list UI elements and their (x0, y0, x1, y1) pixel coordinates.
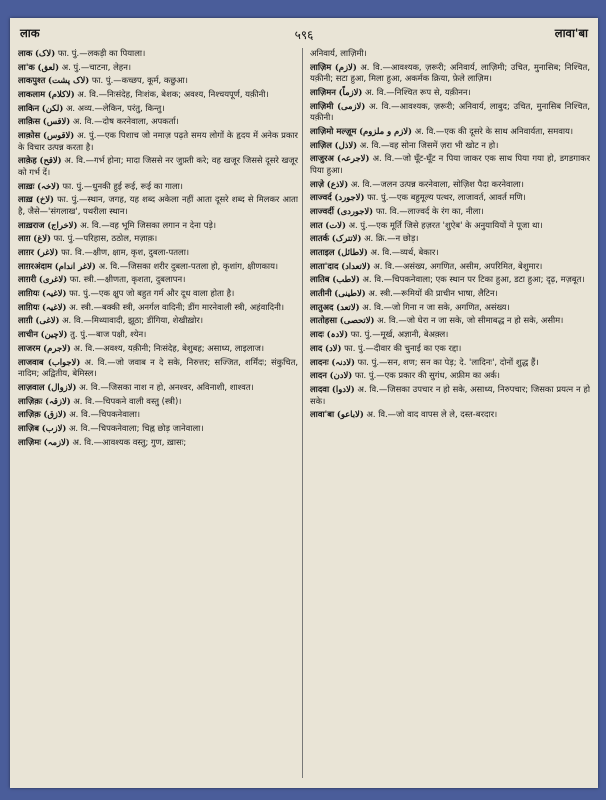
entry-urdu-spelling: (لعق) (37, 61, 60, 72)
entry-definition: अ. वि.—दोष करनेवाला, अपकर्ता। (72, 116, 179, 127)
dictionary-entry (310, 288, 590, 300)
entry-definition: अ. वि.—असंख्य, अगणित, असीम, अपरिमित, बेशुमार। (373, 260, 543, 271)
entry-urdu-spelling: (لاغیہ) (41, 288, 67, 299)
entry-definition: अ. वि.—आवश्यक, ज़रूरी; अनिवार्य, लाज़िमी; उचित, मुनासिब; निश्चित, यक़ीनी; सटा हुआ, मिला हुआ, अकर्मक क्रिया, फ़ेले लाज़िम। (310, 61, 590, 84)
entry-urdu-spelling: (لاغری) (38, 274, 68, 285)
entry-urdu-spelling: (لاتعداد) (341, 260, 371, 271)
page-number: ५९६ (294, 28, 314, 42)
header-left-guideword: लाक (20, 26, 40, 40)
entry-headword: लाज़िब (18, 422, 40, 433)
entry-definition: फा. पुं.—एक क्षुप जो बहुत गर्म और दूध वाला होता है। (69, 288, 235, 299)
dictionary-entry (310, 206, 590, 218)
entry-urdu-spelling: (لاد) (324, 342, 342, 353)
dictionary-entry (310, 302, 590, 314)
dictionary-entry (310, 101, 590, 124)
entry-definition: अ. अव्य.—लेकिन, परंतु, किन्तु। (65, 102, 165, 113)
dictionary-entry (18, 437, 298, 449)
entry-headword: लावा'बा (310, 409, 335, 420)
entry-headword: लाग़ियः (18, 301, 40, 312)
entry-definition: अ. वि.—जो वाद वापस ले ले, दस्त-बरदार। (366, 409, 498, 420)
entry-urdu-spelling: (لاکلام) (47, 89, 75, 100)
entry-headword: लात (310, 219, 323, 230)
entry-definition: अ. वि.—निश्चित रूप से, यक़ीनन। (365, 86, 471, 97)
entry-urdu-spelling: (لات) (325, 219, 346, 230)
dictionary-entry (18, 274, 298, 286)
entry-urdu-spelling: (لاجرعہ) (337, 153, 370, 164)
header-right-guideword: लावा'बा (554, 26, 588, 40)
dictionary-entry (310, 315, 590, 327)
entry-urdu-spelling: (لاجرم) (43, 342, 71, 353)
dictionary-entry (18, 155, 298, 178)
entry-urdu-spelling: (لاک) (34, 48, 56, 58)
entry-urdu-spelling: (لازمی) (337, 100, 366, 111)
dictionary-entry (310, 220, 590, 232)
dictionary-entry (18, 48, 298, 60)
dictionary-entry (310, 247, 590, 259)
entry-headword: लाख़ः (18, 180, 35, 191)
entry-headword: लाकलाम (18, 89, 46, 100)
entry-definition: फा. पुं.—कच्छप, कूर्म, कछुआ। (91, 75, 188, 86)
dictionary-entry (310, 126, 590, 138)
entry-urdu-spelling: (لاباعو) (336, 409, 364, 420)
entry-definition: फा. पुं.—एक प्रकार की सुगंध, अफ़ीम का अर्क। (354, 370, 500, 381)
entry-urdu-spelling: (لاغر اندام) (54, 260, 96, 271)
dictionary-entry (310, 87, 590, 99)
entry-headword: लाक़िस (18, 116, 41, 127)
entry-headword: लाग़र (18, 247, 34, 258)
entry-urdu-spelling: (لاجواب) (47, 356, 81, 367)
dictionary-entry (18, 261, 298, 273)
column-divider (302, 48, 303, 778)
entry-headword: लाजरम (18, 342, 41, 353)
entry-urdu-spelling: (لاغیہ) (41, 301, 67, 312)
dictionary-entry (310, 140, 590, 152)
entry-definition: अ. वि.—जो गिना न जा सके, अगणित, असंख्य। (362, 301, 510, 312)
dictionary-entry (18, 357, 298, 380)
dictionary-entry (310, 153, 590, 176)
entry-definition: अ. वि.—जिसका उपचार न हो सके, असाध्य, निरुपचार; जिसका प्रयत्न न हो सके। (310, 383, 590, 406)
entry-headword: लाग़रअंदाम (18, 260, 53, 271)
entry-headword: लाख़राज (18, 219, 45, 230)
entry-urdu-spelling: (لاک پشت) (48, 75, 90, 86)
entry-urdu-spelling: (لکن) (41, 102, 64, 113)
entry-definition: अ. वि.—व्यर्थ, बेकार। (370, 247, 439, 258)
entry-urdu-spelling: (لاجوردی) (336, 205, 374, 216)
dictionary-entry (18, 89, 298, 101)
entry-urdu-spelling: (لازب) (41, 422, 67, 433)
entry-headword: ला'क (18, 61, 35, 72)
entry-headword: लाकिन (18, 102, 40, 113)
entry-urdu-spelling: (لاخ) (35, 194, 54, 205)
entry-headword: लाज़िमो मल्ज़ूम (310, 125, 357, 136)
entry-headword: लाता'दाद (310, 260, 339, 271)
entry-definition: अ. वि.—आवश्यक वस्तु; गुण, ख़ासः; (72, 436, 187, 447)
dictionary-entry (18, 116, 298, 128)
entry-headword: लाजुरअ (310, 153, 334, 164)
entry-headword: लाजवाब (18, 356, 44, 367)
entry-headword: लाग़ी (18, 315, 33, 326)
entry-definition: फा. पुं.—लकड़ी का पियाला। (57, 48, 146, 58)
left-column (18, 48, 298, 780)
dictionary-entry (18, 343, 298, 355)
entry-urdu-spelling: (لاطینی) (334, 288, 366, 299)
entry-urdu-spelling: (لازق) (43, 409, 67, 420)
entry-definition: अ. वि.—चिपकनेवाला; एक स्थान पर टिका हुआ, डटा हुआ; दृढ़, मज़बूत। (362, 274, 585, 285)
entry-headword: लाज़िम (310, 61, 332, 72)
entry-definition: अ. पुं.—चाटना, लेहन। (61, 61, 132, 72)
entry-headword: लाग़री (18, 274, 37, 285)
entry-urdu-spelling: (لاطائل) (337, 247, 368, 258)
entry-definition: फा. पुं.—मूर्ख, अज्ञानी, बेअक़्ल। (350, 329, 449, 340)
dictionary-entry (18, 396, 298, 408)
dictionary-entry (18, 382, 298, 394)
entry-definition: अ. वि.—वह सोना जिसमें ज़रा भी खोट न हो। (359, 139, 499, 150)
entry-definition: फा. पुं.—दीवार की चुनाई का एक रद्दा। (344, 342, 462, 353)
entry-urdu-spelling: (لازماً) (338, 86, 363, 97)
dictionary-entry (18, 181, 298, 193)
dictionary-entry (310, 261, 590, 273)
entry-headword: लाज़िमः (18, 436, 41, 447)
entry-urdu-spelling: (لاجورد) (334, 192, 365, 203)
dictionary-entry (310, 48, 590, 60)
entry-definition: अ. वि.—जिसका नाश न हो, अनश्वर, अविनाशी, शाश्वत। (79, 381, 254, 392)
dictionary-entry (310, 233, 590, 245)
entry-definition: फा. पुं.—एक बहुमूल्य पत्थर, लाजावर्त, आवर्त मणि। (367, 192, 526, 203)
dictionary-entry (18, 194, 298, 217)
entry-headword: लाज़िक़ (18, 409, 41, 420)
entry-definition: फा. स्त्री.—क्षीणता, कृशता, दुबलापन। (69, 274, 186, 285)
entry-definition: अ. वि.—निःसंदेह, निःशंक, बेशक; अवश्य, निश्चयपूर्ण, यक़ीनी। (77, 89, 269, 100)
entry-headword: लाज़े (310, 178, 325, 189)
entry-headword: लातिब (310, 274, 330, 285)
entry-headword: लाताइल (310, 247, 335, 258)
dictionary-entry (18, 75, 298, 87)
entry-definition: अ. वि.—चिपकनेवाला; चिह्न छोड़ जानेवाला। (69, 422, 204, 433)
entry-definition: अ. वि.—जो जवाब न दे सके, निरुत्तर; सज्जित, शर्मिंदः; संकुचित, नादिम; अद्वितीय, बेमिस्ल। (18, 356, 298, 379)
dictionary-entry (18, 103, 298, 115)
entry-headword: लादः (310, 329, 324, 340)
entry-headword: लादन (310, 370, 327, 381)
entry-headword: लाग़ (18, 233, 31, 244)
dictionary-entry (18, 62, 298, 74)
dictionary-entry (18, 288, 298, 300)
entry-definition: अ. स्त्री.—बक्की स्त्री, अनर्गल वादिनी; डींग मारनेवाली स्त्री, अहंवादिनी। (69, 301, 285, 312)
entry-headword: लाद (310, 342, 323, 353)
dictionary-entry (18, 130, 298, 153)
entry-urdu-spelling: (لادہ) (326, 329, 349, 340)
entry-headword: लाक़ेह (18, 155, 37, 166)
dictionary-entry (310, 329, 590, 341)
entry-headword: लाक़ोस (18, 130, 41, 141)
dictionary-entry (310, 274, 590, 286)
entry-definition: अ. वि.—जो घूँट-घूँट न पिया जाकर एक साथ पिया गया हो, डगडगाकर पिया हुआ। (310, 153, 590, 175)
right-column (310, 48, 590, 780)
entry-definition: फा. वि.—क्षीण, क्षाम, कृश, दुबला-पतला। (61, 247, 190, 258)
entry-definition: अ. वि.—चिपकनेवाला। (69, 409, 141, 420)
entry-headword: लाक (18, 48, 33, 58)
entry-headword: लादवा (310, 383, 330, 394)
entry-definition: अ. वि.—आवश्यक, ज़रूरी; अनिवार्य, लाबुद; उचित, मुनासिब निश्चित, यक़ीनी। (310, 100, 590, 123)
entry-definition: अ. वि.—जलन उत्पन्न करनेवाला, सोज़िश पैदा करनेवाला। (350, 178, 524, 189)
entry-urdu-spelling: (لاخراج) (47, 219, 78, 230)
dictionary-entry (310, 384, 590, 407)
entry-headword: लाज़िमी (310, 100, 334, 111)
entry-definition: फा. पुं.—सन, शण; सन का पेड़; दे. 'लादिनः', दोनों शुद्ध हैं। (357, 356, 539, 367)
entry-urdu-spelling: (لادوا) (331, 383, 355, 394)
entry-urdu-spelling: (لاقس) (42, 116, 71, 127)
dictionary-entry (310, 192, 590, 204)
entry-headword: लाज़िमन (310, 86, 336, 97)
entry-headword: लाज़िल (310, 139, 332, 150)
entry-headword: लाकपुश्त (18, 75, 46, 86)
dictionary-entry (18, 315, 298, 327)
dictionary-entry (18, 409, 298, 421)
entry-definition: फा. पुं.—स्थान, जगह, यह शब्द अकेला नहीं आता दूसरे शब्द से मिलकर आता है, जैसे—'संगलाख', पथरीला स्थान। (18, 194, 298, 216)
entry-definition: अ. वि.—गर्भ होना; मादा जिससे नर जुफ़्ती करे; वह खजूर जिससे दूसरे खजूर को गर्भ दें। (18, 155, 298, 177)
entry-urdu-spelling: (لاچین) (40, 329, 68, 340)
entry-urdu-spelling: (لادن) (329, 370, 353, 381)
dictionary-entry (310, 370, 590, 382)
entry-definition: फा. पुं.—परिहास, ठठोल, मज़ाक़। (53, 233, 158, 244)
dictionary-page (10, 18, 598, 788)
entry-urdu-spelling: (لاذع) (326, 178, 349, 189)
entry-definition: अ. वि.—जो घेरा न जा सके, जो सीमाबद्ध न हो सके, असीम। (377, 315, 564, 326)
entry-urdu-spelling: (لاطب) (332, 274, 360, 285)
entry-headword: लाचीन (18, 329, 38, 340)
entry-urdu-spelling: (لازم) (334, 61, 357, 72)
entry-headword: लाज्वर्द (310, 192, 332, 203)
page-header (20, 26, 588, 46)
entry-urdu-spelling: (لازمہ) (43, 436, 70, 447)
dictionary-entry (18, 233, 298, 245)
entry-definition: तु. पुं.—बाज पक्षी, श्येन। (70, 329, 147, 340)
entry-urdu-spelling: (لاقح) (39, 155, 62, 166)
entry-headword: लाज्वर्दी (310, 205, 334, 216)
entry-definition: अ. वि.—मिथ्यावादी, झूठा; डींगिया, शेखीख़ोर। (62, 315, 204, 326)
entry-definition: अ. वि.—एक की दूसरे के साथ अनिवार्यता, समवाय। (414, 125, 574, 136)
entry-urdu-spelling: (لازوال) (47, 381, 77, 392)
entry-headword: लाग़ियः (18, 288, 40, 299)
entry-definition: फा. पुं.—धुनकी हुई रूई, रूई का गाला। (62, 180, 183, 191)
entry-urdu-spelling: (لاتترک) (331, 233, 362, 244)
entry-definition: अ. पुं.—एक मूर्ति जिसे हज़रत 'शुऐब' के अनुयायियों ने पूजा था। (348, 219, 543, 230)
entry-headword: लातोहसा (310, 315, 338, 326)
dictionary-entry (310, 357, 590, 369)
entry-headword: लाख़ (18, 194, 33, 205)
dictionary-entry (310, 179, 590, 191)
dictionary-entry (18, 302, 298, 314)
entry-headword: लादनः (310, 356, 329, 367)
entry-headword: लाज़वाल (18, 381, 45, 392)
entry-urdu-spelling: (لاتحصی) (339, 315, 375, 326)
entry-headword: लातर्क (310, 233, 330, 244)
entry-definition: फा. वि.—लाज्वर्द के रंग का, नीला। (375, 205, 484, 216)
entry-urdu-spelling: (لاغی) (35, 315, 60, 326)
entry-urdu-spelling: (لاغر) (36, 247, 59, 258)
entry-definition: अ. वि.—अवश्य, यक़ीनी; निःसंदेह, बेशुबह; असाध्य, लाइलाज। (73, 342, 265, 353)
dictionary-entry (310, 409, 590, 421)
entry-urdu-spelling: (لاتعد) (336, 301, 360, 312)
entry-headword: लातुअद (310, 301, 334, 312)
entry-headword: लाज़िक़ः (18, 395, 43, 406)
entry-definition: अ. क्रि.—न छोड़। (364, 233, 419, 244)
dictionary-entry (18, 423, 298, 435)
dictionary-entry (310, 62, 590, 85)
entry-definition: अनिवार्य, लाज़िमी। (310, 48, 367, 58)
dictionary-entry (18, 220, 298, 232)
dictionary-entry (18, 247, 298, 259)
entry-headword: लातीनी (310, 288, 332, 299)
entry-definition: अ. वि.—चिपकने वाली वस्तु (स्त्री)। (73, 395, 182, 406)
entry-urdu-spelling: (لاخہ) (37, 180, 60, 191)
entry-definition: अ. वि.—वह भूमि जिसका लगान न देना पड़े। (80, 219, 217, 230)
entry-definition: अ. पुं.—एक पिशाच जो नमाज़ पढ़ते समय लोगों के हृदय में अनेक प्रकार के विचार उत्पन्न करता है। (18, 130, 298, 152)
entry-urdu-spelling: (لاغ) (33, 233, 51, 244)
dictionary-entry (310, 343, 590, 355)
entry-urdu-spelling: (لادنہ) (331, 356, 355, 367)
entry-definition: अ. वि.—जिसका शरीर दुबला-पतला हो, कृशांग, क्षीणकाय। (98, 260, 279, 271)
entry-urdu-spelling: (لاقوس) (42, 130, 75, 141)
entry-urdu-spelling: (لازقہ) (45, 395, 71, 406)
entry-urdu-spelling: (لاذل) (334, 139, 358, 150)
entry-definition: अ. स्त्री.—रूमियों की प्राचीन भाषा, लैटिन। (368, 288, 498, 299)
dictionary-entry (18, 329, 298, 341)
entry-urdu-spelling: (لازم و ملزوم) (359, 125, 413, 136)
